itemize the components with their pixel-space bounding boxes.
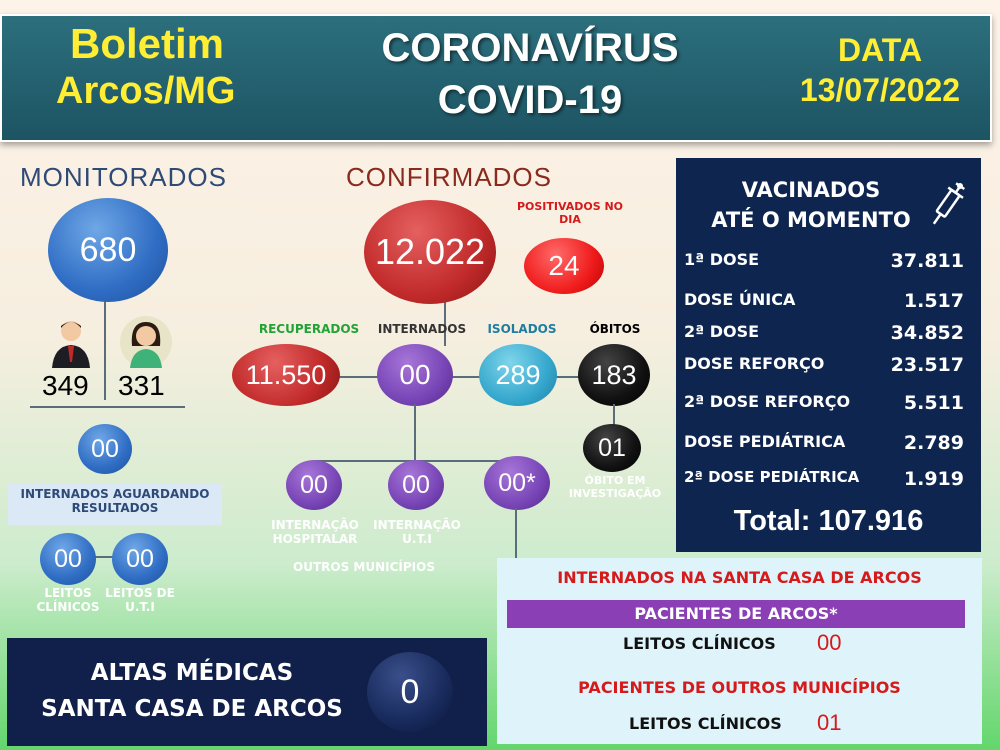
main-title xyxy=(340,22,720,126)
internacao-uti-count: 00 xyxy=(388,460,444,510)
positivados-count: 24 xyxy=(524,238,604,294)
date-label: DATA xyxy=(837,32,923,68)
altas-panel xyxy=(7,638,487,746)
confirmados-total: 12.022 xyxy=(364,200,496,304)
pacientes-arcos-band: PACIENTES DE ARCOS* xyxy=(507,600,965,628)
monitorados-total: 680 xyxy=(48,198,168,302)
santa-casa-panel xyxy=(497,558,982,744)
man-icon xyxy=(48,318,94,368)
internacao-hospitalar-count: 00 xyxy=(286,460,342,510)
vacinados-title-2: ATÉ O MOMENTO xyxy=(711,208,911,232)
arcos-leitos-value: 00 xyxy=(817,630,842,655)
syringe-icon xyxy=(926,180,968,230)
obitos-label: ÓBITOS xyxy=(589,322,641,336)
women-count: 331 xyxy=(118,370,165,401)
internados-connector xyxy=(414,404,416,460)
obito-investigacao-count: 01 xyxy=(583,424,641,472)
vac-row: DOSE ÚNICA 1.517 xyxy=(684,290,964,312)
title-line2: COVID-19 xyxy=(437,78,623,122)
altas-line2: SANTA CASA DE ARCOS xyxy=(41,696,343,722)
vac-row: 2ª DOSE REFORÇO 5.511 xyxy=(684,392,964,414)
internacao-hospitalar-label: INTERNAÇÃO HOSPITALAR xyxy=(271,518,359,546)
vacinados-total: Total: 107.916 xyxy=(733,505,924,537)
positivados-label: POSITIVADOS NO DIA xyxy=(516,200,624,226)
altas-value: 0 xyxy=(367,652,453,732)
outros-leitos-label: LEITOS CLÍNICOS xyxy=(629,714,782,733)
obitos-count: 183 xyxy=(578,344,650,406)
leitos-clinicos-label: LEITOS CLÍNICOS xyxy=(36,586,100,614)
men-count: 349 xyxy=(42,370,89,401)
internados-count: 00 xyxy=(377,344,453,406)
vacinados-title-1: VACINADOS xyxy=(741,178,881,202)
leitos-uti-label: LEITOS DE U.T.I xyxy=(105,586,175,614)
aguardando-count: 00 xyxy=(78,424,132,474)
title-line1: CORONAVÍRUS xyxy=(381,26,679,70)
outros-leitos-value: 01 xyxy=(817,710,842,735)
vac-row: 2ª DOSE PEDIÁTRICA 1.919 xyxy=(684,468,964,490)
vac-row: DOSE REFORÇO 23.517 xyxy=(684,354,964,376)
outros-municipios-count: 00* xyxy=(484,456,550,510)
vac-row: DOSE PEDIÁTRICA 2.789 xyxy=(684,432,964,454)
recuperados-label: RECUPERADOS xyxy=(258,322,360,336)
city-title: Arcos/MG xyxy=(56,70,236,112)
aguardando-label: INTERNADOS AGUARDANDO RESULTADOS xyxy=(8,484,222,525)
internacao-uti-label: INTERNAÇÃO U.T.I xyxy=(373,518,461,546)
isolados-label: ISOLADOS xyxy=(487,322,557,336)
outros-municipios-title: PACIENTES DE OUTROS MUNICÍPIOS xyxy=(578,678,901,697)
altas-line1: ALTAS MÉDICAS xyxy=(90,660,294,686)
monitorados-title: MONITORADOS xyxy=(20,162,227,192)
leitos-uti-count: 00 xyxy=(112,533,168,585)
arcos-leitos-label: LEITOS CLÍNICOS xyxy=(623,634,776,653)
leitos-clinicos-count: 00 xyxy=(40,533,96,585)
date-value: 13/07/2022 xyxy=(799,72,961,108)
confirmados-title: CONFIRMADOS xyxy=(346,162,552,192)
gender-divider xyxy=(30,406,185,408)
isolados-count: 289 xyxy=(479,344,557,406)
outros-municipios-label: OUTROS MUNICÍPIOS xyxy=(293,560,435,574)
santa-casa-title: INTERNADOS NA SANTA CASA DE ARCOS xyxy=(557,568,922,587)
vacinados-panel xyxy=(676,158,981,552)
boletim-title: Boletim xyxy=(70,20,225,67)
vac-row: 1ª DOSE 37.811 xyxy=(684,250,964,272)
vac-row: 2ª DOSE 34.852 xyxy=(684,322,964,344)
status-connector xyxy=(330,376,610,378)
woman-icon xyxy=(120,316,172,368)
internados-label: INTERNADOS xyxy=(377,322,467,336)
recuperados-count: 11.550 xyxy=(232,344,340,406)
obito-investigacao-label: ÓBITO EM INVESTIGAÇÃO xyxy=(568,474,662,500)
